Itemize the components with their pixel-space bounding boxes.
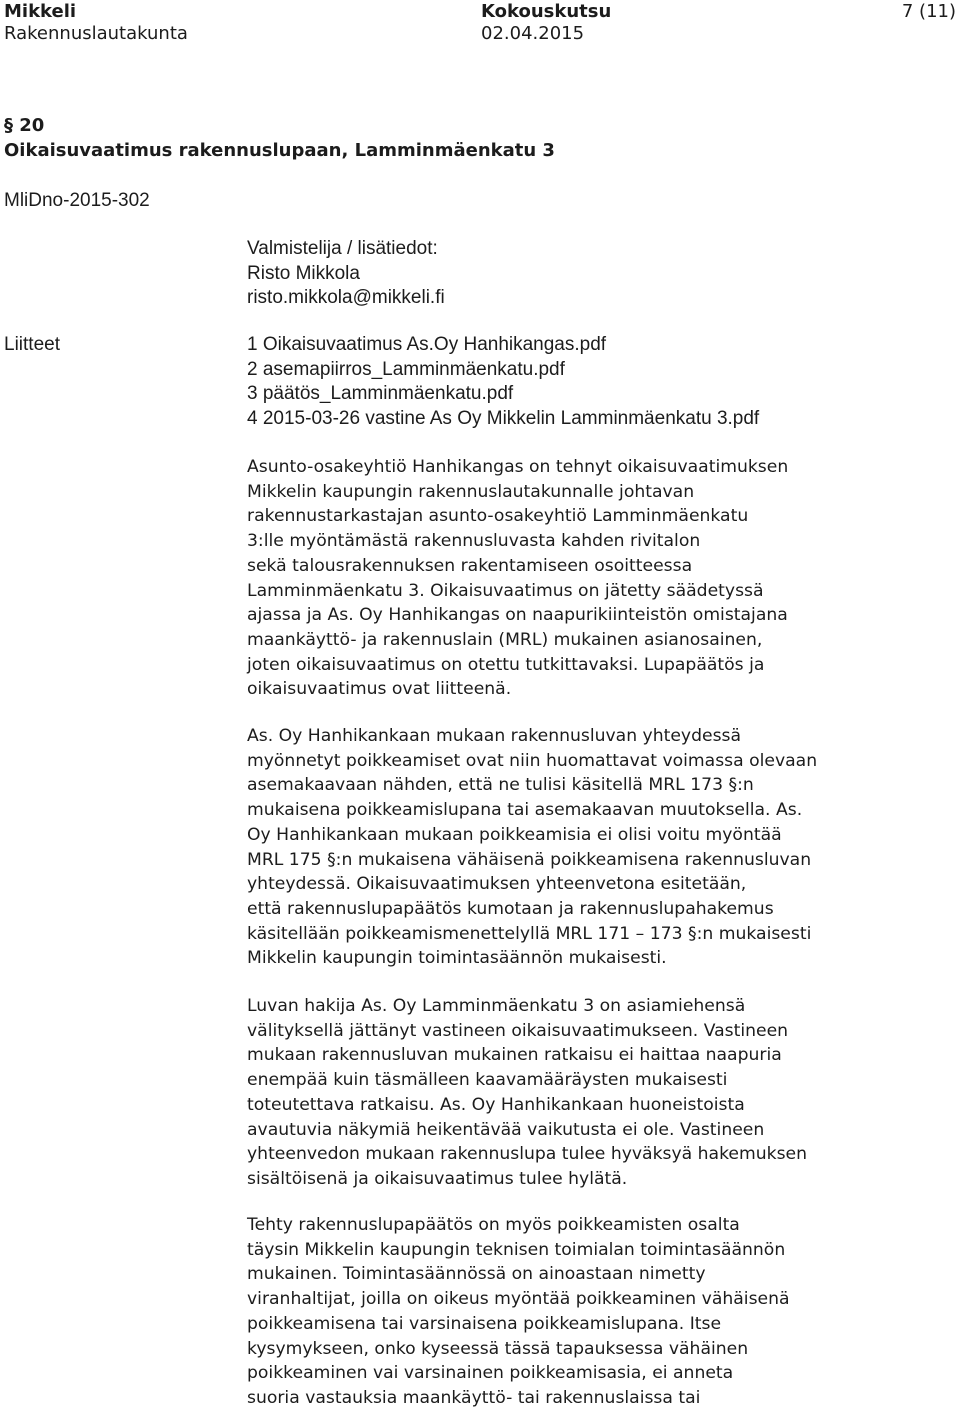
paragraph-line: yhteenvedon mukaan rakennuslupa tulee hyväksyä hakemuksen — [247, 1144, 808, 1165]
paragraph-line: täysin Mikkelin kaupungin teknisen toimialan toimintasäännön — [247, 1239, 786, 1260]
page-header — [4, 0, 956, 48]
paragraph-line: Luvan hakija As. Oy Lamminmäenkatu 3 on asiamiehensä — [247, 996, 746, 1016]
paragraph-line: kysymykseen, onko kyseessä tässä tapauksessa vähäinen — [247, 1338, 749, 1359]
paragraph-line: myönnetyt poikkeamiset ovat niin huomattavat voimassa olevaan — [247, 750, 818, 771]
paragraph-line: sisältöisenä ja oikaisuvaatimus tulee hylätä. — [247, 1168, 628, 1189]
paragraph-line: Mikkelin kaupungin rakennuslautakunnalle johtavan — [247, 481, 695, 502]
paragraph-line: avautuvia näkymiä heikentävää vaikutusta ei ole. Vastineen — [247, 1119, 765, 1140]
preparer-email: risto.mikkola@mikkeli.fi — [247, 287, 445, 308]
paragraph-line: ajassa ja As. Oy Hanhikangas on naapurikiinteistön omistajana — [247, 605, 788, 626]
paragraph-line: enempää kuin täsmälleen kaavamääräysten mukaisesti — [247, 1070, 728, 1091]
paragraph-line: poikkeamisena tai varsinaisena poikkeamislupana. Itse — [247, 1313, 722, 1334]
preparer-label: Valmistelija / lisätiedot: — [247, 238, 438, 259]
section-number: § 20 — [4, 115, 45, 136]
paragraph-line: Tehty rakennuslupapäätös on myös poikkeamisten osalta — [247, 1215, 740, 1235]
paragraph-line: poikkeaminen vai varsinainen poikkeamisasia, ei anneta — [247, 1363, 734, 1384]
attachments-list — [247, 333, 759, 431]
document-number: MliDno-2015-302 — [4, 190, 150, 211]
paragraph-line: maankäyttö- ja rakennuslain (MRL) mukainen asianosainen, — [247, 629, 763, 650]
attachment-item: 3 päätös_Lamminmäenkatu.pdf — [247, 383, 514, 404]
page-number: 7 (11) — [901, 1, 956, 22]
paragraph-line: sekä talousrakennuksen rakentamiseen osoitteessa — [247, 555, 693, 576]
paragraph-line: mukaisena poikkeamislupana tai asemakaavan muutoksella. As. — [247, 800, 803, 821]
attachment-item: 4 2015-03-26 vastine As Oy Mikkelin Lamminmäenkatu 3.pdf — [247, 407, 760, 429]
paragraph-line: Mikkelin kaupungin toimintasäännön mukaisesti. — [247, 948, 667, 969]
paragraph-line: Lamminmäenkatu 3. Oikaisuvaatimus on jätetty säädetyssä — [247, 580, 764, 601]
document-type: Kokouskutsu — [481, 1, 612, 22]
paragraph-line: Asunto-osakeyhtiö Hanhikangas on tehnyt oikaisuvaatimuksen — [247, 457, 789, 477]
paragraph-line: toteutettava ratkaisu. As. Oy Hanhikankaan huoneistoista — [247, 1094, 745, 1115]
attachment-item: 2 asemapiirros_Lamminmäenkatu.pdf — [247, 358, 565, 380]
paragraph-line: viranhaltijat, joilla on oikeus myöntää poikkeaminen vähäisenä — [247, 1289, 790, 1310]
paragraph-line: asemakaavaan nähden, että ne tulisi käsitellä MRL 173 §:n — [247, 775, 754, 796]
paragraph-line: että rakennuslupapäätös kumotaan ja rakennuslupahakemus — [247, 898, 774, 919]
board-name: Rakennuslautakunta — [4, 23, 188, 44]
paragraph-3 — [247, 994, 887, 1192]
paragraph-line: joten oikaisuvaatimus on otettu tutkittavaksi. Lupapäätös ja — [247, 654, 765, 675]
paragraph-line: suoria vastauksia maankäyttö- tai rakennuslaissa tai — [247, 1387, 701, 1408]
paragraph-line: 3:lle myöntämästä rakennusluvasta kahden rivitalon — [247, 531, 701, 552]
paragraph-line: oikaisuvaatimus ovat liitteenä. — [247, 679, 512, 700]
paragraph-line: mukaan rakennusluvan mukainen ratkaisu ei haittaa naapuria — [247, 1045, 782, 1066]
preparer-name: Risto Mikkola — [247, 262, 360, 284]
attachments-label: Liitteet — [4, 334, 60, 355]
paragraph-1 — [247, 455, 887, 702]
meeting-date: 02.04.2015 — [481, 23, 585, 44]
paragraph-4 — [247, 1213, 887, 1411]
organization-name: Mikkeli — [4, 1, 77, 22]
paragraph-line: välityksellä jättänyt vastineen oikaisuvaatimukseen. Vastineen — [247, 1020, 789, 1041]
section-title: Oikaisuvaatimus rakennuslupaan, Lamminmäenkatu 3 — [4, 140, 555, 161]
paragraph-line: mukainen. Toimintasäännössä on ainoastaan nimetty — [247, 1264, 706, 1285]
paragraph-line: käsitellään poikkeamismenettelyllä MRL 171 – 173 §:n mukaisesti — [247, 923, 812, 944]
preparer-info — [247, 237, 445, 311]
attachment-item: 1 Oikaisuvaatimus As.Oy Hanhikangas.pdf — [247, 334, 607, 355]
paragraph-line: yhteydessä. Oikaisuvaatimuksen yhteenvetona esitetään, — [247, 874, 747, 895]
paragraph-line: rakennustarkastajan asunto-osakeyhtiö Lamminmäenkatu — [247, 506, 749, 527]
paragraph-line: Oy Hanhikankaan mukaan poikkeamisia ei olisi voitu myöntää — [247, 824, 782, 845]
paragraph-line: MRL 175 §:n mukaisena vähäisenä poikkeamisena rakennusluvan — [247, 849, 812, 870]
paragraph-line: As. Oy Hanhikankaan mukaan rakennusluvan yhteydessä — [247, 726, 742, 746]
paragraph-2 — [247, 724, 887, 971]
